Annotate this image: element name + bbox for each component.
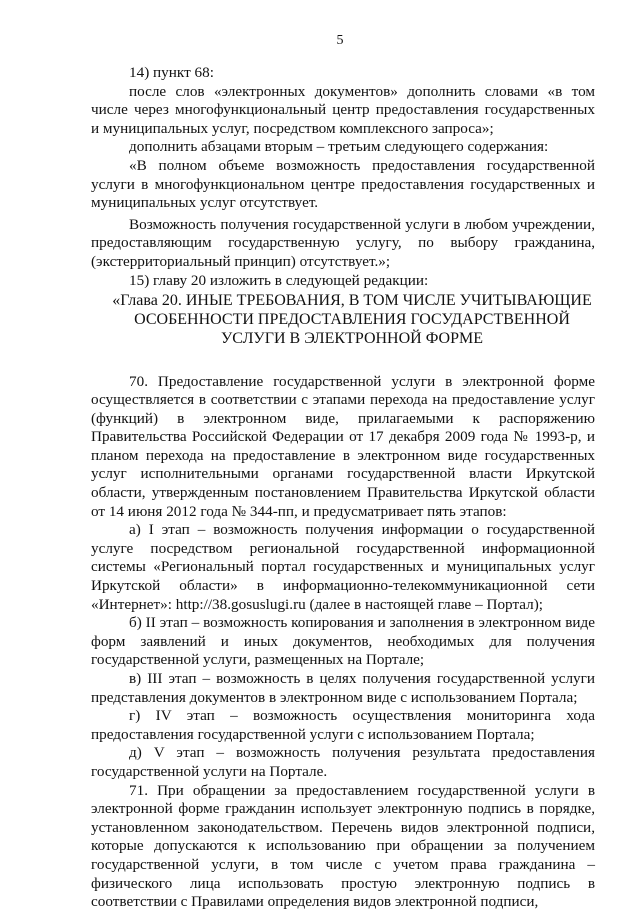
amendment-item-15: 15) главу 20 изложить в следующей редакции: <box>129 271 429 289</box>
chapter-heading: «Глава 20. ИНЫЕ ТРЕБОВАНИЯ, В ТОМ ЧИСЛЕ УЧИТЫВАЮЩИЕ ОСОБЕННОСТИ ПРЕДОСТАВЛЕНИЯ ГОСУДАРСТВЕННОЙ УСЛУГИ В ЭЛЕКТРОННОЙ ФОРМЕ <box>112 292 592 347</box>
page-number: 5 <box>336 33 344 48</box>
clause-70: 70. Предоставление государственной услуги в электронной форме осуществляется в соответствии с этапами перехода на предоставление услуг (функций) в электронном виде, прилагаемыми к распоряжению Правительства Российской Федерации от 17 декабря 2009 года № 1993-р, и планом перехода на предоставление в электронном виде государственных услуг исполнительными органами государственной власти Иркутской области, утвержденным постановлением Правительства Иркутской области от 14 июня 2012 года № 344-пп, и предусматривает пять этапов: <box>91 372 595 520</box>
document-body <box>91 64 595 912</box>
amendment-quote-paragraph: Возможность получения государственной услуги в любом учреждении, предоставляющим государственную услугу, по выбору гражданина, (экстерриториальный принцип) отсутствует.»; <box>91 215 595 270</box>
amendment-paragraph: дополнить абзацами вторым – третьим следующего содержания: <box>129 138 549 156</box>
amendment-paragraph: после слов «электронных документов» дополнить словами «в том числе через многофункциональный центр предоставления государственных и муниципальных услуг, посредством комплексного запроса»; <box>91 82 595 137</box>
stage-d: г) IV этап – возможность осуществления мониторинга хода предоставления государственной услуги с использованием Портала; <box>91 707 595 743</box>
stage-a: а) I этап – возможность получения информации о государственной услуге посредством региональной государственной информационной системы «Региональный портал государственных и муниципальных услуг Иркутской области» в информационно-телекоммуникационной сети «Интернет»: http://38.gosuslugi.ru (далее в настоящей главе – Портал); <box>91 521 595 613</box>
stage-e: д) V этап – возможность получения результата предоставления государственной услуги на Портале. <box>91 744 595 780</box>
stage-b: б) II этап – возможность копирования и заполнения в электронном виде форм заявлений и иных документов, необходимых для получения государственной услуги, размещенных на Портале; <box>91 614 595 669</box>
clause-71: 71. При обращении за предоставлением государственной услуги в электронной форме гражданин использует электронную подпись в порядке, установленном законодательством. Перечень видов электронной подписи, которые допускаются к использованию при обращении за получением государственной услуги, в том числе с учетом права гражданина – физического лица использовать простую электронную подпись в соответствии с Правилами определения видов электронной подписи, <box>91 781 595 911</box>
amendment-quote-paragraph: «В полном объеме возможность предоставления государственной услуги в многофункциональном центре предоставления государственных и муниципальных услуг отсутствует. <box>91 156 595 212</box>
stage-c: в) III этап – возможность в целях получения государственной услуги представления документов в электронном виде с использованием Портала; <box>91 670 595 706</box>
amendment-item-14: 14) пункт 68: <box>129 64 214 81</box>
